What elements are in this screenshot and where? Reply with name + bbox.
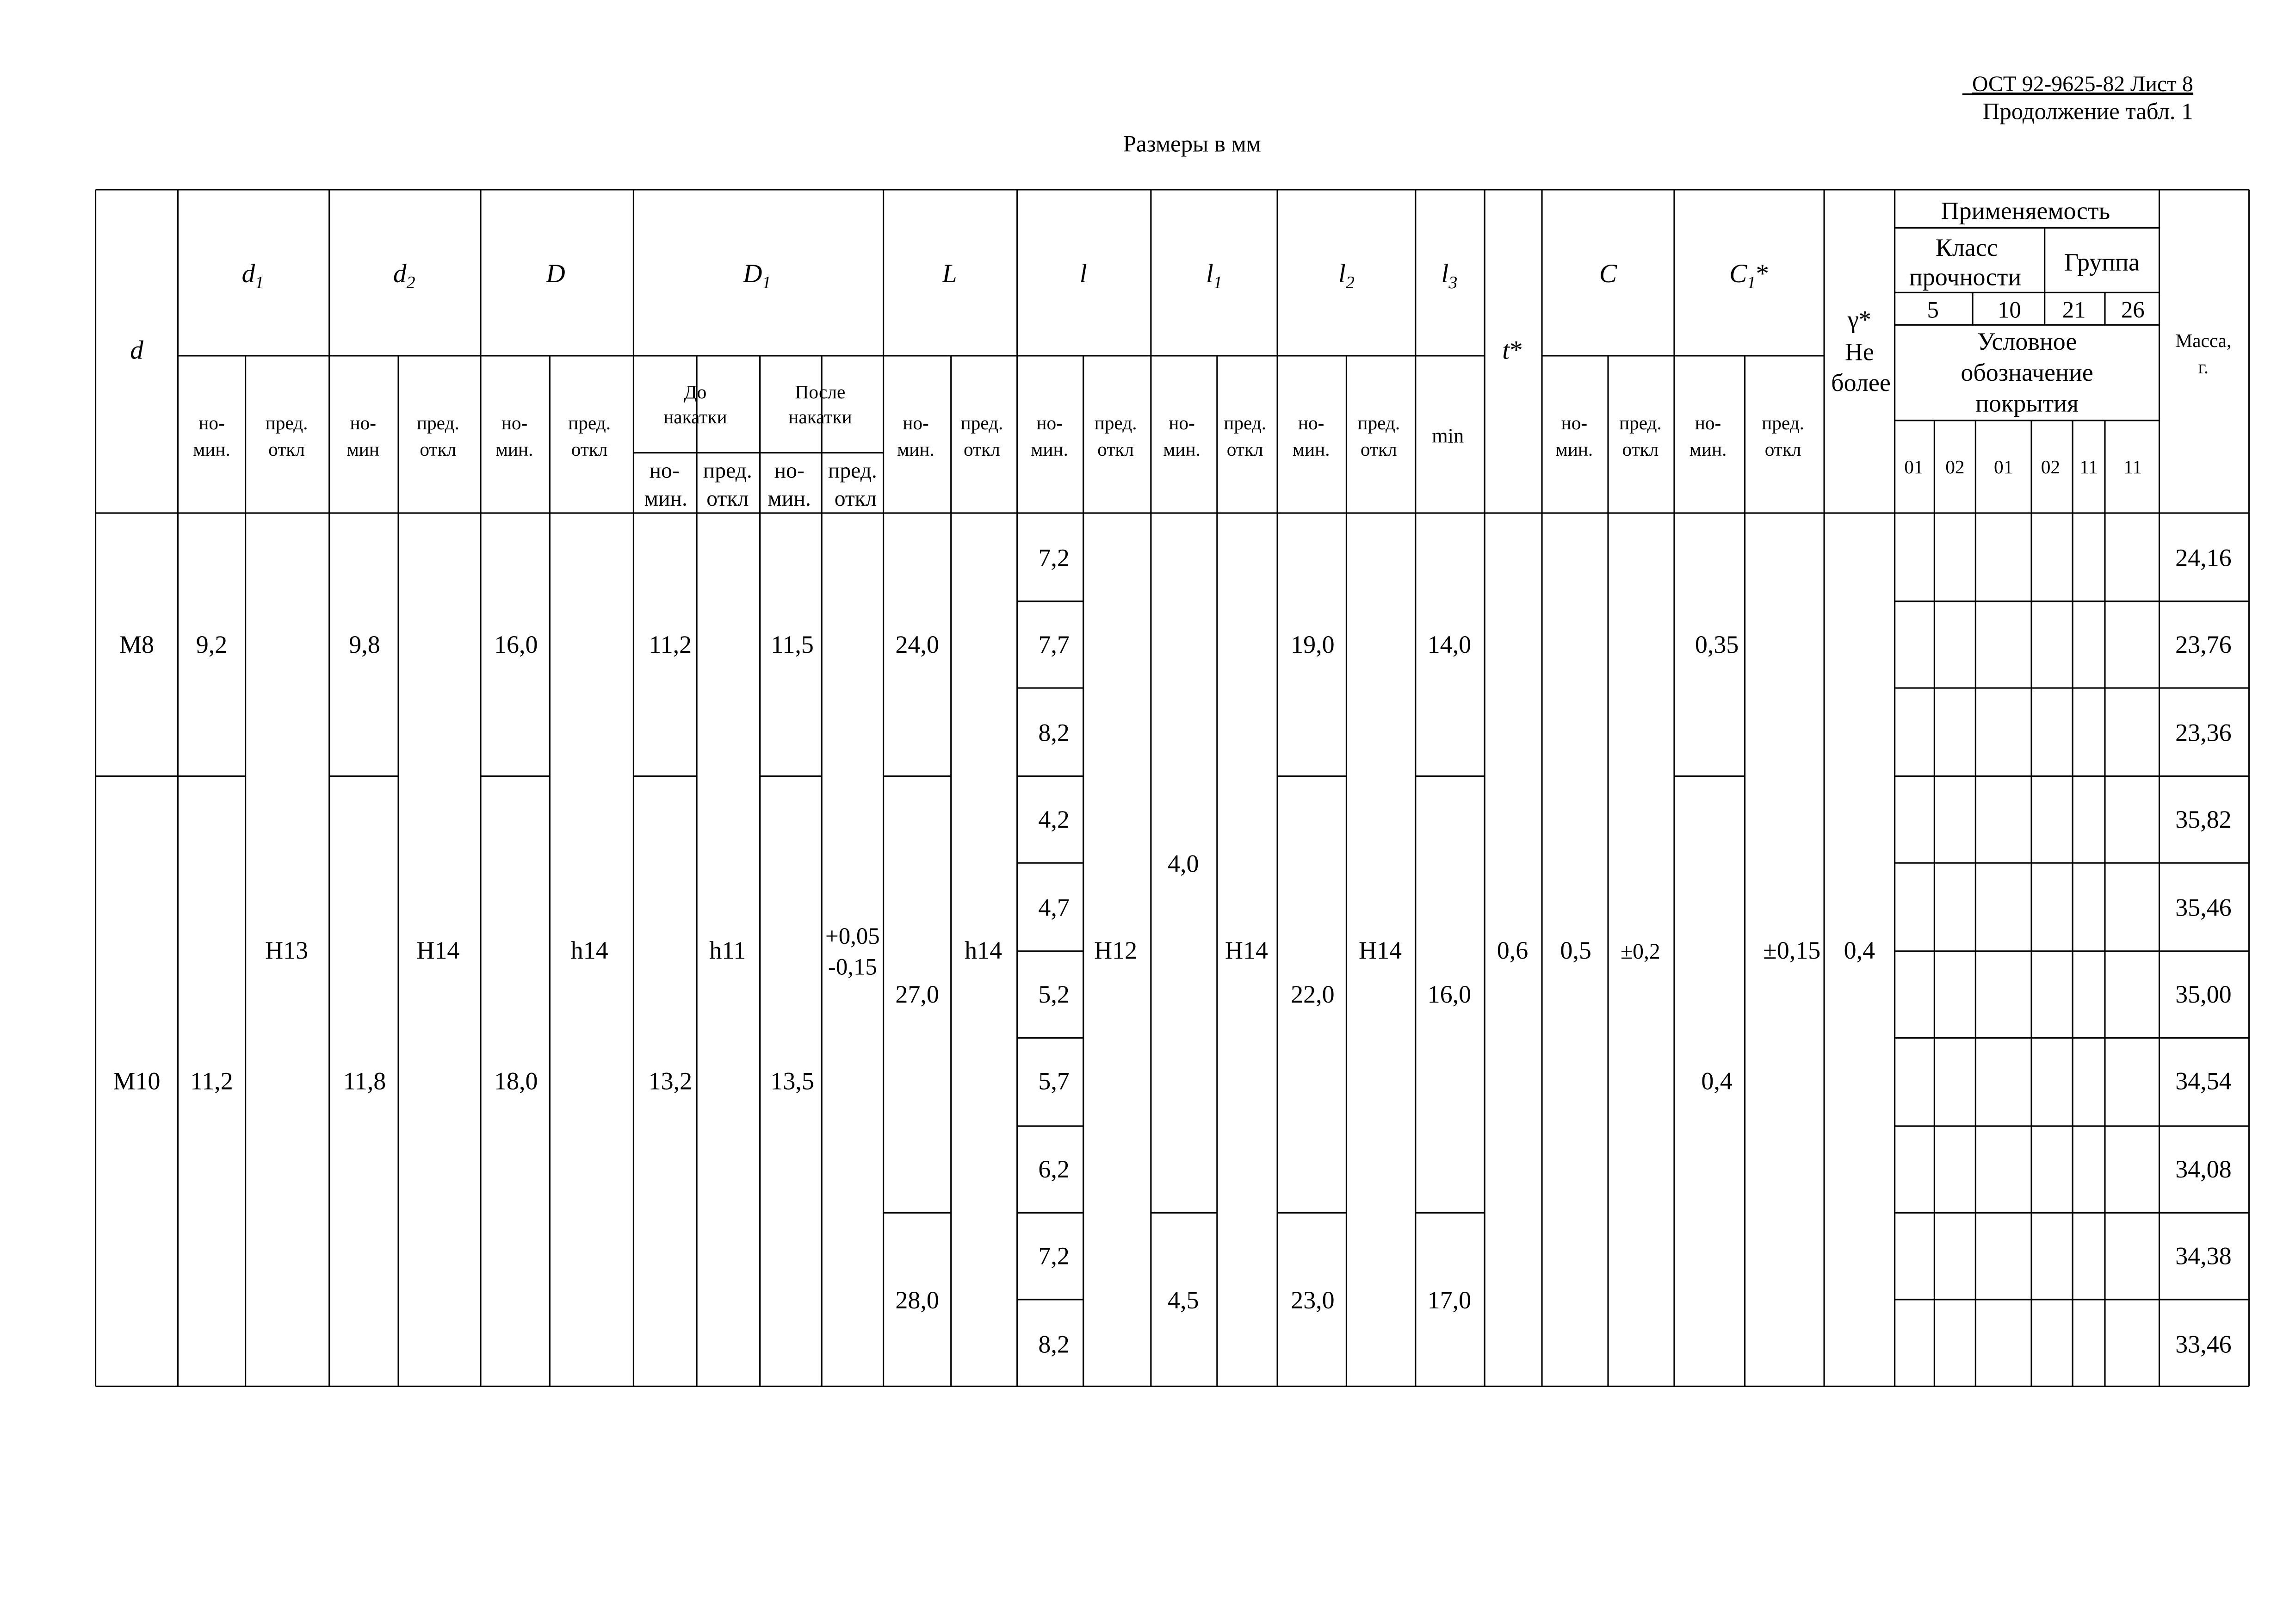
units-note: Размеры в мм — [1123, 130, 1261, 157]
cell-D1-posle: 13,5 — [770, 1067, 814, 1095]
header-l1: $l_1$ — [1206, 259, 1222, 292]
coating-code: 01 — [1904, 456, 1924, 478]
header-gamma-bolee: более — [1831, 369, 1891, 397]
subheader-tol: пред. — [703, 458, 752, 483]
subheader-tol: откл — [964, 439, 1000, 460]
cell-d2: 11,8 — [343, 1067, 386, 1095]
cell-l: 7,2 — [1038, 544, 1070, 572]
subheader-nom: но- — [649, 458, 680, 483]
header-primenyaemost: Применяемость — [1941, 197, 2110, 225]
subheader-nom: но- — [1561, 412, 1588, 434]
header-t: t* — [1502, 335, 1523, 365]
coating-code: 01 — [1994, 456, 2013, 478]
subheader-tol: пред. — [828, 458, 877, 483]
header-massa: Масса, — [2175, 329, 2232, 351]
subheader-tol: пред. — [265, 412, 308, 434]
subheader-tol: откл — [1360, 439, 1397, 460]
subheader-nom: но- — [350, 412, 377, 434]
header-gamma-ne: Не — [1844, 338, 1874, 366]
tolerance-d2: H14 — [416, 936, 460, 964]
subheader-nom: мин. — [495, 439, 533, 460]
cell-d1: 11,2 — [190, 1067, 233, 1095]
cell-l: 7,2 — [1038, 1242, 1070, 1270]
subheader-tol: пред. — [416, 412, 459, 434]
header-D: D — [546, 259, 565, 289]
header-gruppa: Группа — [2064, 248, 2140, 276]
coating-code: 11 — [2123, 456, 2142, 478]
subheader-do: накатки — [663, 406, 727, 428]
cell-l3: 16,0 — [1427, 980, 1472, 1009]
klass-value: 10 — [1998, 297, 2021, 323]
cell-mass: 34,54 — [2175, 1067, 2232, 1095]
header-prochnosti: прочности — [1909, 263, 2022, 291]
subheader-tol: откл — [1226, 439, 1263, 460]
header-d: d — [130, 335, 143, 365]
tolerance-D: h14 — [570, 936, 608, 964]
cell-D1-posle: 11,5 — [771, 630, 814, 658]
subheader-nom: но- — [1695, 412, 1721, 434]
header-oboznachenie: обозначение — [1961, 358, 2093, 386]
header-l3: $l_3$ — [1441, 259, 1458, 292]
cell-mass: 34,08 — [2175, 1155, 2232, 1183]
tolerance-C1: ±0,15 — [1763, 936, 1821, 964]
cell-mass: 35,46 — [2175, 893, 2232, 922]
subheader-tol: пред. — [1094, 412, 1137, 434]
subheader-tol: откл — [268, 439, 305, 460]
coating-code: 11 — [2079, 456, 2098, 478]
cell-D1-do: 11,2 — [649, 630, 692, 658]
document-reference: ОСТ 92-9625-82 Лист 8 — [1972, 72, 2193, 97]
subheader-tol: откл — [420, 439, 457, 460]
cell-l2: 22,0 — [1291, 980, 1335, 1009]
gruppa-value: 21 — [2062, 297, 2086, 323]
subheader-nom: мин. — [1292, 439, 1330, 460]
subheader-tol: откл — [706, 487, 749, 511]
subheader-tol: откл — [1622, 439, 1659, 460]
cell-L: 28,0 — [895, 1286, 939, 1314]
value-gamma: 0,4 — [1844, 936, 1875, 964]
cell-mass: 35,00 — [2175, 980, 2232, 1009]
cell-l1: 4,0 — [1168, 849, 1199, 878]
subheader-nom: но- — [774, 458, 805, 483]
tolerance-l: H12 — [1094, 936, 1138, 964]
coating-code: 02 — [2041, 456, 2061, 478]
cell-L: 27,0 — [895, 980, 939, 1009]
cell-l: 5,7 — [1038, 1067, 1070, 1095]
subheader-nom: мин. — [897, 439, 934, 460]
header-D1: $D_1$ — [743, 259, 771, 292]
subheader-nom: но- — [501, 412, 528, 434]
subheader-nom: мин — [347, 439, 379, 460]
tolerance-D1-posle: +0,05 — [825, 923, 880, 949]
column-headers — [130, 197, 2231, 477]
subheader-tol: пред. — [1619, 412, 1662, 434]
header-uslovnoe: Условное — [1977, 328, 2077, 356]
page-header — [1123, 72, 2193, 156]
header-d1: $d_1$ — [241, 259, 264, 292]
cell-mass: 35,82 — [2175, 805, 2232, 833]
subheader-nom: но- — [1036, 412, 1063, 434]
tolerance-D1-posle: -0,15 — [828, 954, 877, 980]
subheader-nom: мин. — [1031, 439, 1068, 460]
tolerance-d1: H13 — [265, 936, 309, 964]
header-gramm: г. — [2198, 356, 2209, 378]
cell-mass: 23,76 — [2175, 630, 2232, 658]
cell-l: 6,2 — [1038, 1155, 1070, 1183]
gruppa-value: 26 — [2121, 297, 2145, 323]
cell-mass: 23,36 — [2175, 719, 2232, 747]
subheader-nom: мин. — [193, 439, 230, 460]
tolerance-l2: H14 — [1359, 936, 1402, 964]
cell-d: M10 — [113, 1067, 161, 1095]
header-klass: Класс — [1935, 233, 1998, 261]
cell-l: 5,2 — [1038, 980, 1070, 1009]
tolerance-L: h14 — [965, 936, 1003, 964]
cell-mass: 33,46 — [2175, 1330, 2232, 1358]
cell-mass: 34,38 — [2175, 1242, 2232, 1270]
subheader-tol: пред. — [1762, 412, 1805, 434]
header-gamma: γ* — [1847, 305, 1871, 334]
subheader-do: До — [684, 381, 707, 403]
cell-l: 4,2 — [1038, 805, 1070, 833]
cell-D1-do: 13,2 — [648, 1067, 693, 1095]
cell-mass: 24,16 — [2175, 544, 2232, 572]
subheader-tol: откл — [1097, 439, 1134, 460]
subheader-nom: мин. — [1689, 439, 1727, 460]
value-C-nom: 0,5 — [1560, 936, 1591, 964]
cell-D: 16,0 — [494, 630, 538, 658]
value-t: 0,6 — [1497, 936, 1529, 964]
header-l: l — [1079, 259, 1087, 289]
subheader-posle: накатки — [788, 406, 852, 428]
cell-l3: 14,0 — [1427, 630, 1472, 658]
subheader-nom: мин. — [644, 487, 687, 511]
cell-D: 18,0 — [494, 1067, 538, 1095]
subheader-nom: но- — [1298, 412, 1324, 434]
subheader-nom: но- — [1169, 412, 1195, 434]
header-pokrytiya: покрытия — [1975, 389, 2079, 417]
subheader-tol: пред. — [1224, 412, 1267, 434]
subheader-posle: После — [795, 381, 846, 403]
table-continuation: Продолжение табл. 1 — [1982, 98, 2193, 124]
subheader-nom: мин. — [1163, 439, 1201, 460]
cell-L: 24,0 — [895, 630, 939, 658]
subheader-nom: но- — [198, 412, 225, 434]
cell-l2: 23,0 — [1291, 1286, 1335, 1314]
tolerance-C: ±0,2 — [1621, 939, 1660, 964]
cell-l2: 19,0 — [1291, 630, 1335, 658]
sub-headers — [193, 381, 1804, 511]
cell-l: 4,7 — [1038, 893, 1070, 922]
klass-value: 5 — [1927, 297, 1939, 323]
cell-C1: 0,4 — [1701, 1067, 1733, 1095]
cell-d1: 9,2 — [196, 630, 228, 658]
cell-l: 7,7 — [1038, 630, 1070, 658]
cell-l: 8,2 — [1038, 1330, 1070, 1358]
cell-l3: 17,0 — [1427, 1286, 1472, 1314]
subheader-nom: мин. — [767, 487, 811, 511]
header-d2: $d_2$ — [393, 259, 415, 292]
header-C1: $C_1*$ — [1729, 259, 1769, 292]
cell-C1: 0,35 — [1695, 630, 1739, 658]
subheader-tol: откл — [1764, 439, 1801, 460]
tolerance-D1-do: h11 — [709, 936, 746, 964]
subheader-tol: пред. — [960, 412, 1003, 434]
cell-l1: 4,5 — [1168, 1286, 1199, 1314]
header-l2: $l_2$ — [1338, 259, 1355, 292]
subheader-tol: откл — [834, 487, 877, 511]
coating-code: 02 — [1945, 456, 1965, 478]
subheader-tol: пред. — [1357, 412, 1400, 434]
subheader-min: min — [1432, 424, 1464, 447]
subheader-tol: откл — [571, 439, 608, 460]
header-C: C — [1599, 259, 1617, 289]
cell-l: 8,2 — [1038, 719, 1070, 747]
subheader-tol: пред. — [568, 412, 611, 434]
subheader-nom: но- — [903, 412, 929, 434]
cell-d2: 9,8 — [349, 630, 380, 658]
header-L: L — [942, 259, 957, 289]
subheader-nom: мин. — [1555, 439, 1593, 460]
table-grid — [96, 190, 2249, 1387]
tolerance-l1: H14 — [1225, 936, 1268, 964]
cell-d: M8 — [119, 630, 154, 658]
